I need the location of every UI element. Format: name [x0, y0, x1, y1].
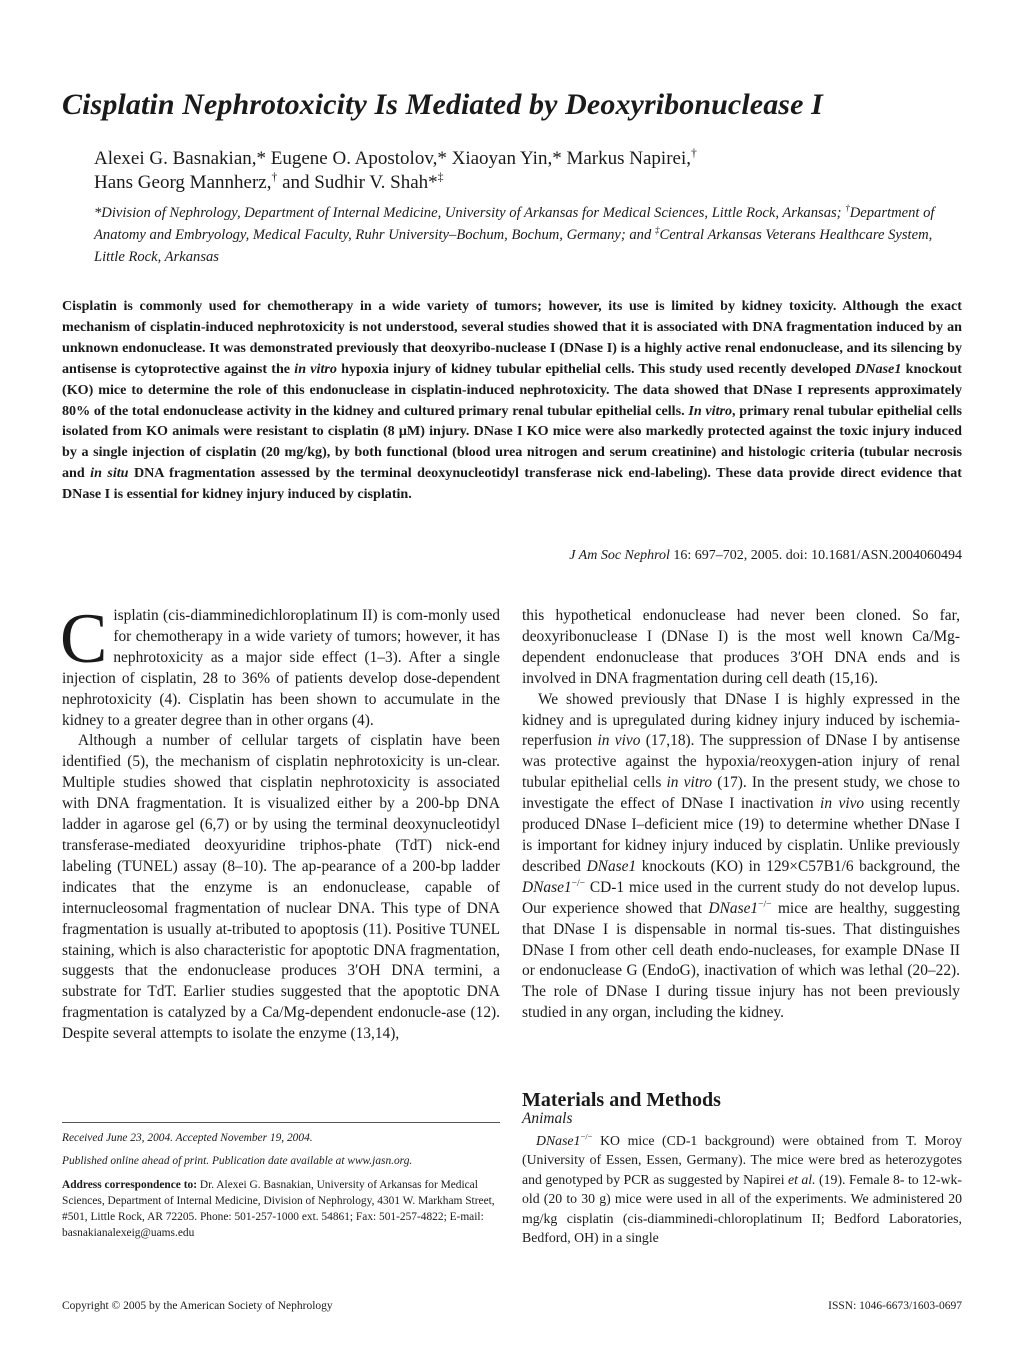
issn: ISSN: 1046-6673/1603-0697 [828, 1300, 962, 1312]
author-list [94, 147, 964, 195]
paragraph-text: mice are healthy, suggesting that DNase I is dispensable in normal tis-sues. That distinguishes DNase I from other cell death endo-nucleases, for example DNase II or endonuclease G (EndoG), inactivation of which was lethal (20–22). The role of DNase I during tissue injury has not been previously studied in any organ, including the kidney. [522, 899, 960, 1022]
abstract-italic: In vitro [688, 402, 733, 419]
subsection-heading: Animals [522, 1110, 573, 1127]
paragraph-text: (17). In the present study, we chose to investigate the effect of DNase I inactivation [522, 774, 960, 813]
paragraph-continued: this hypothetical endonuclease had never been cloned. So far, deoxyribonuclease I (DNase I) is the most well known Ca/Mg-dependent endonuclease that produces 3′OH DNA ends and is involved in DNA fragmentation during cell death (15,16). [522, 607, 960, 687]
intro-paragraph-3 [522, 690, 960, 1025]
author-mark: ‡ [437, 170, 444, 184]
intro-paragraph-1 [60, 600, 500, 731]
affiliation-3: Central Arkansas Veterans Healthcare System, Little Rock, Arkansas [94, 227, 933, 265]
italic-term: in vitro [666, 774, 713, 792]
affiliation-2: Department of Anatomy and Embryology, Medical Faculty, Ruhr University–Bochum, Bochum, Germany; and [94, 205, 935, 243]
address-label: Address correspondence to: [62, 1178, 197, 1191]
italic-term: DNase1 [536, 1133, 581, 1148]
superscript: −/− [758, 898, 772, 910]
citation-details: 16: 697–702, 2005. doi: 10.1681/ASN.2004060494 [669, 548, 962, 563]
affiliations [94, 202, 964, 268]
abstract [62, 296, 962, 505]
paragraph-text: KO mice (CD-1 background) were obtained from T. Moroy (University of Essen, Essen, Germany). The mice were bred as heterozygotes and genotyped by PCR as suggested by Napirei [522, 1133, 962, 1187]
authors-line-1: Alexei G. Basnakian,* Eugene O. Apostolov,* Xiaoyan Yin,* Markus Napirei, [94, 148, 691, 169]
methods-text [522, 1131, 962, 1247]
affiliation-mark: ‡ [654, 225, 660, 236]
abstract-text: DNA fragmentation assessed by the terminal deoxynucleotidyl transferase nick end-labeling). These data provide direct evidence that DNase I is essential for kidney injury induced by cisplatin. [62, 465, 963, 503]
address-text: Dr. Alexei G. Basnakian, University of Arkansas for Medical Sciences, Department of Internal Medicine, Division of Nephrology, 4301 W. Markham Street, #501, Little Rock, AR 72205. Phone: 501-257-1000 ext. 54861; Fax: 501-257-4822; E-mail: basnakianalexeig@uams.edu [62, 1178, 495, 1240]
paragraph-text: (17,18). The suppression of DNase I by antisense was protective against the hypoxia/reoxygen-ation injury of renal tubular epithelial cells [522, 732, 961, 792]
left-column [60, 600, 500, 1045]
address-note [62, 1177, 500, 1242]
abstract-text: Cisplatin is commonly used for chemotherapy in a wide variety of tumors; however, its use is limited by kidney toxicity. Although the exact mechanism of cisplatin-induced nephrotoxicity is not understood, several studies showed that it is associated with DNA fragmentation induced by an unknown endonuclease. It was demonstrated previously that deoxyribo-nuclease I (DNase I) is a highly active renal endonuclease, and its silencing by antisense is cytoprotective against the [62, 298, 962, 377]
italic-term: in vivo [820, 795, 865, 813]
italic-term: DNase1 [708, 899, 759, 917]
abstract-italic: in situ [90, 465, 129, 482]
italic-term: et al. [788, 1171, 816, 1187]
author-mark: † [271, 170, 278, 184]
journal-citation [569, 548, 962, 564]
superscript: −/− [571, 877, 585, 889]
copyright: Copyright © 2005 by the American Society of Nephrology [62, 1300, 333, 1312]
section-heading: Materials and Methods [522, 1089, 721, 1111]
italic-term: in vivo [597, 732, 641, 750]
right-column [522, 606, 960, 1024]
abstract-text: hypoxia injury of kidney tubular epithelial cells. This study used recently developed [336, 360, 856, 377]
paragraph-text: CD-1 mice used in the current study do not develop lupus. Our experience showed that [522, 878, 960, 917]
paragraph-text: (19). Female 8- to 12-wk-old (20 to 30 g) mice were used in all of the experiments. We administered 20 mg/kg cisplatin (cis-diamminedi-chloroplatinum II; Bedford Laboratories, Bedford, OH) in a single [522, 1171, 962, 1246]
paragraph-text: using recently produced DNase I–deficient mice (19) to determine whether DNase I is important for kidney injury induced by cisplatin. Unlike previously described [522, 795, 961, 875]
affiliation-mark: † [845, 203, 850, 214]
drop-cap: C [60, 600, 108, 678]
journal-name: J Am Soc Nephrol [569, 548, 670, 563]
paragraph-text: We showed previously that DNase I is highly expressed in the kidney and is upregulated during kidney injury induced by ischemia-reperfusion [522, 690, 960, 750]
italic-term: DNase1 [586, 857, 637, 875]
superscript: −/− [580, 1131, 593, 1142]
published-note: Published online ahead of print. Publication date available at www.jasn.org. [62, 1155, 413, 1168]
abstract-italic: in vitro [294, 360, 337, 377]
page-title: Cisplatin Nephrotoxicity Is Mediated by Deoxyribonuclease I [62, 88, 823, 121]
received-note: Received June 23, 2004. Accepted November 19, 2004. [62, 1132, 313, 1144]
abstract-italic: DNase1 [855, 360, 902, 377]
footnote-divider [62, 1122, 500, 1123]
intro-paragraph-2: Although a number of cellular targets of cisplatin have been identified (5), the mechanism of cisplatin nephrotoxicity is un-clear. Multiple studies showed that cisplatin nephrotoxicity is associated with DNA fragmentation. It is visualized either by a 200-bp DNA ladder in agarose gel (6,7) or by using the terminal deoxynucleotidyl transferase-mediated deoxyuridine triphos-phate (TdT) nick-end labeling (TUNEL) assay (8–10). The ap-pearance of a 200-bp ladder indicates that the enzyme is an endonuclease, capable of internucleosomal fragmentation of nuclear DNA. This type of DNA fragmentation is usually at-tributed to apoptosis (11). Positive TUNEL staining, which is also characteristic for apoptotic DNA fragmentation, suggests that the endonuclease produces 3′OH DNA termini, a substrate for TdT. Earlier studies suggested that the apoptotic DNA fragmentation is catalyzed by a Ca/Mg-dependent endonucle-ase (12). Despite several attempts to isolate the enzyme (13,14), [62, 732, 500, 1043]
authors-line-2b: and Sudhir V. Shah* [277, 172, 438, 193]
abstract-text: knockout (KO) mice to determine the role of this endonuclease in cisplatin-induced nephrotoxicity. The data showed that DNase I represents approximately 80% of the total endonuclease activity in the kidney and cultured primary renal tubular epithelial cells. [62, 360, 963, 419]
paragraph-text: knockouts (KO) in 129×C57B1/6 background, the [636, 857, 960, 875]
authors-line-2a: Hans Georg Mannherz, [94, 172, 272, 193]
paragraph-text: isplatin (cis-diamminedichloroplatinum II) is com-monly used for chemotherapy in a wide variety of tumors; however, it has nephrotoxicity as a major side effect (1–3). After a single injection of cisplatin, 28 to 36% of patients develop dose-dependent nephrotoxicity (4). Cisplatin has been shown to accumulate in the kidney to a greater degree than in other organs (4). [62, 607, 500, 729]
abstract-text: , primary renal tubular epithelial cells isolated from KO animals were resistant to cisplatin (8 μM) injury. DNase I KO mice were also markedly protected against the toxic injury induced by a single injection of cisplatin (20 mg/kg), by both functional (blood urea nitrogen and serum creatinine) and histologic criteria (tubular necrosis and [62, 402, 963, 482]
footnotes [62, 1130, 500, 1249]
affiliation-1: *Division of Nephrology, Department of Internal Medicine, University of Arkansas for Medical Sciences, Little Rock, Arkansas; [94, 205, 846, 221]
methods-paragraph [522, 1131, 962, 1247]
author-mark: † [690, 146, 697, 160]
italic-term: DNase1 [522, 878, 572, 896]
